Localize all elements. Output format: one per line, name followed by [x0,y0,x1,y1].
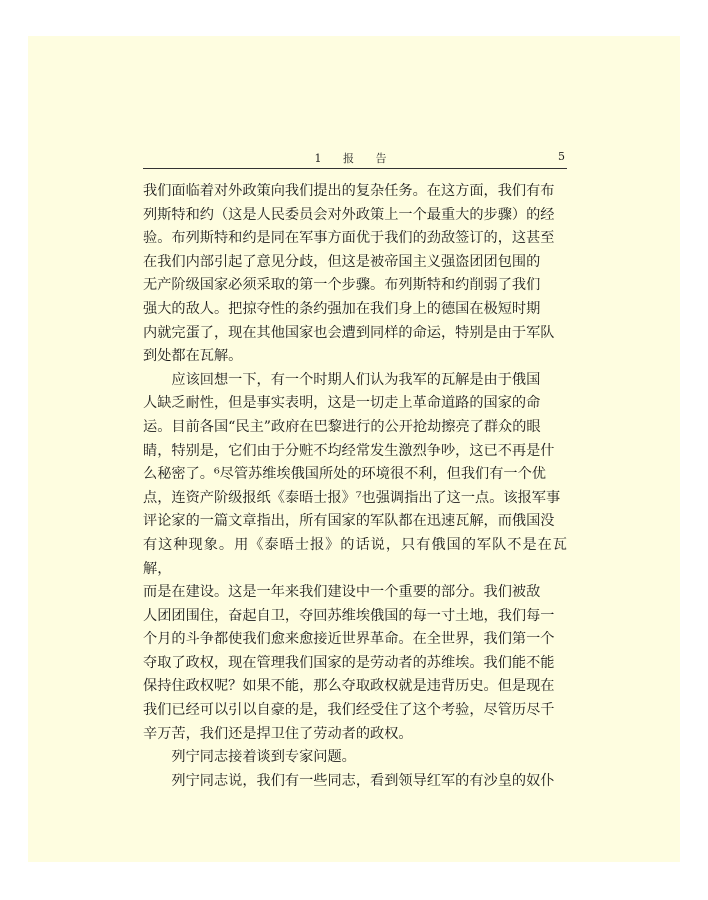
paragraph: 列宁同志接着谈到专家问题。 [171,749,356,766]
page-number: 5 [558,150,565,163]
body-text [143,180,567,793]
paragraph: 应该回想一下，有一个时期人们认为我军的瓦解是由于俄国 人缺乏耐性，但是事实表明，这是一切走上革命道路的国家的命 运。目前各国“民主”政府在巴黎进行的公开抢劫擦亮了群众的眼 睛，特别是，它们由于分赃不均经常发生激烈争吵，这已不再是什 么秘密了。⁶尽管苏维埃俄国所处的环境很不利，但我们有一个优 点，连资产阶级报纸《泰晤士报》⁷也强调指出了这一点。该报军事 评论家的一篇文章指出，所有国家的军队都在迅速瓦解，而俄国没 有这种现象。用《泰晤士报》的话说，只有俄国的军队不是在瓦解， 而是在建设。这是一年来我们建设中一个重要的部分。我们被敌 人团团围住，奋起自卫，夺回苏维埃俄国的每一寸土地，我们每一 个月的斗争都使我们愈来愈接近世界革命。在全世界，我们第一个 夺取了政权，现在管理我们国家的是劳动者的苏维埃。我们能不能 保持住政权呢？如果不能，那么夺取政权就是违背历史。但是现在 我们已经可以引以自豪的是，我们经受住了这个考验，尽管历尽千 辛万苦，我们还是捍卫住了劳动者的政权。 [143,371,567,742]
paragraph: 列宁同志说，我们有一些同志，看到领导红军的有沙皇的奴仆 [171,772,555,789]
paragraph: 我们面临着对外政策向我们提出的复杂任务。在这方面，我们有布 列斯特和约（这是人民委员会对外政策上一个最重大的步骤）的经 验。布列斯特和约是同在军事方面优于我们的劲敌签订的，这甚至 在我们内部引起了意见分歧，但这是被帝国主义强盗团团包围的 无产阶级国家必须采取的第一个步骤。布列斯特和约削弱了我们 强大的敌人。把掠夺性的条约强加在我们身上的德国在极短时期 内就完蛋了，现在其他国家也会遭到同样的命运，特别是由于军队 到处都在瓦解。 [143,183,555,365]
running-header-title: 1 报 告 [314,152,396,165]
running-header [143,148,567,169]
